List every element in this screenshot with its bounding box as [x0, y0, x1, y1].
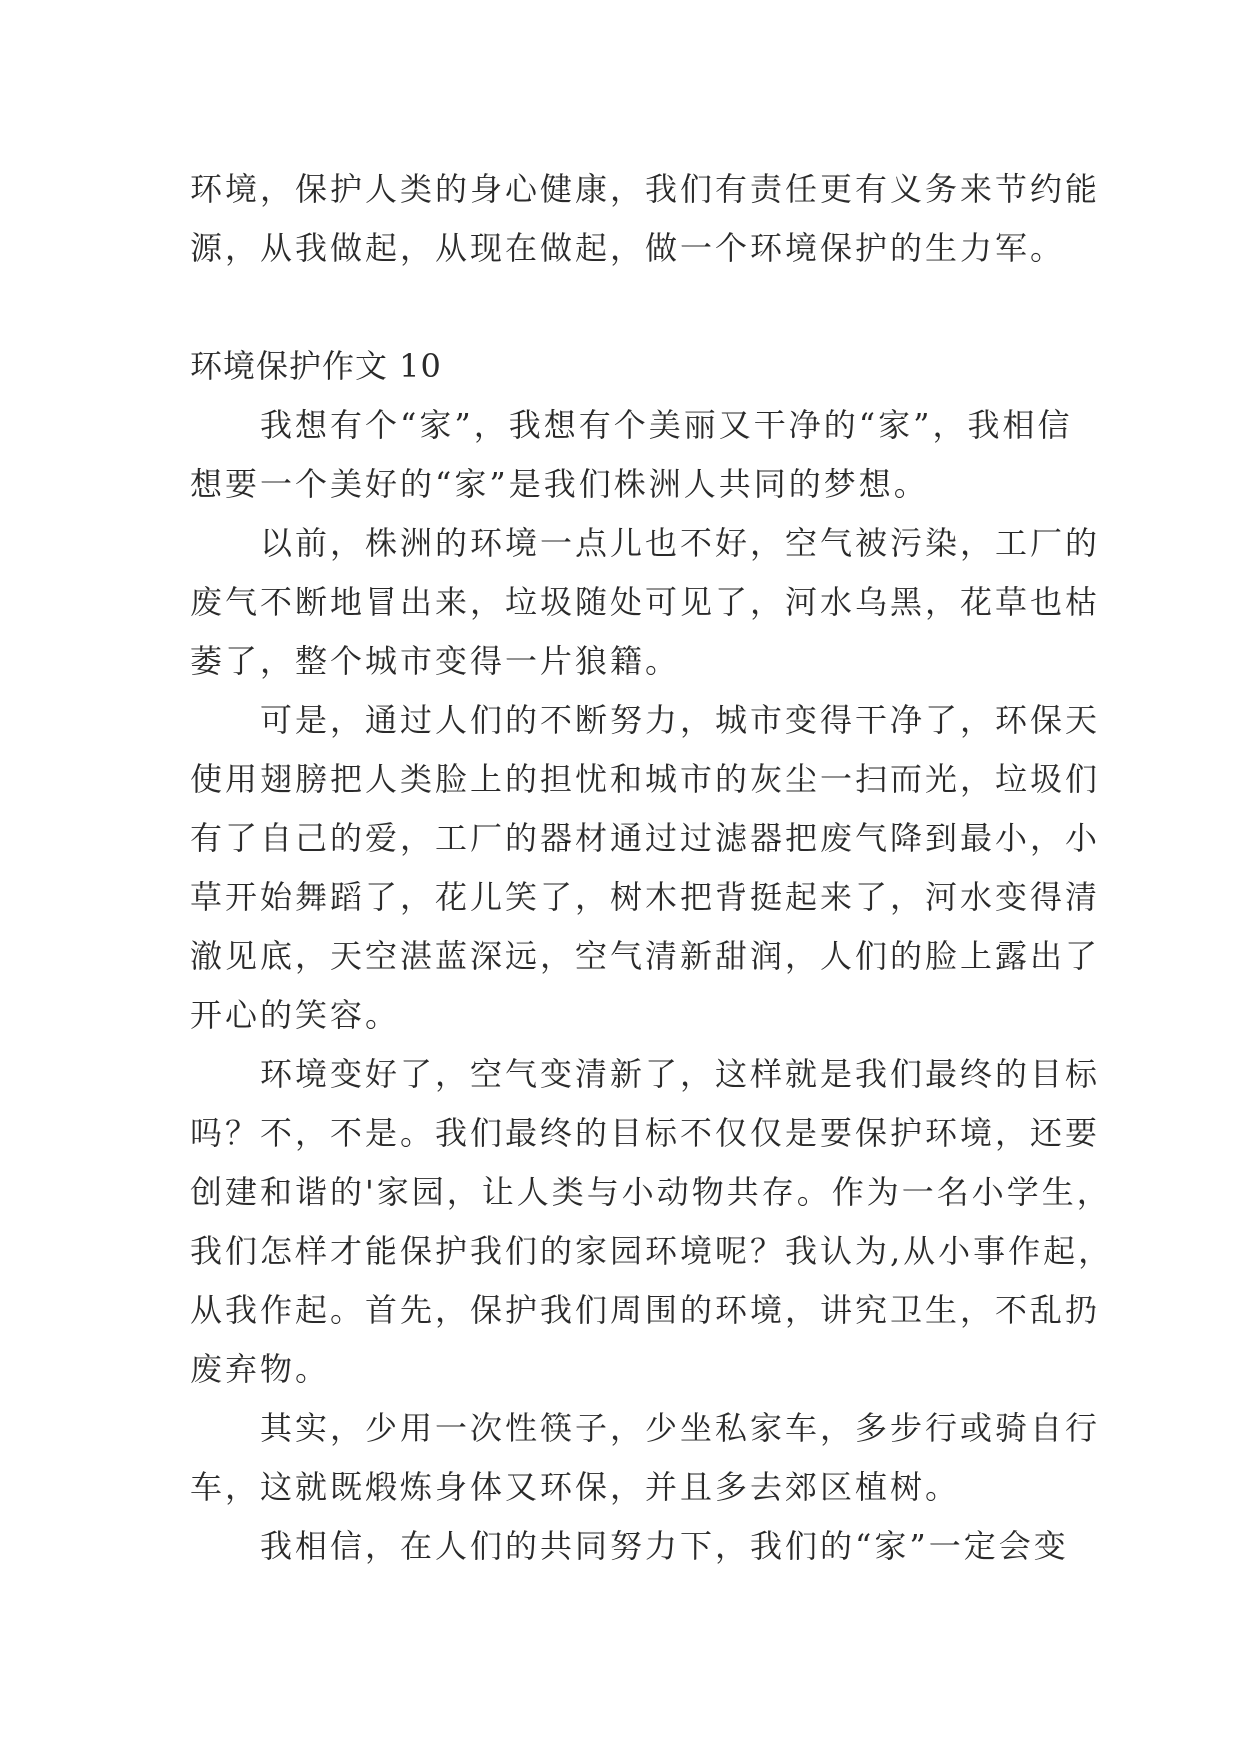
paragraph-line: 萎了，整个城市变得一片狼籍。	[190, 642, 681, 680]
paragraph-line: 我们怎样才能保护我们的家园环境呢？我认为,从小事作起，	[190, 1232, 1114, 1270]
paragraph	[190, 1517, 1070, 1576]
paragraph-line: 草开始舞蹈了，花儿笑了，树木把背挺起来了，河水变得清	[190, 878, 1101, 916]
paragraph-line: 从我作起。首先，保护我们周围的环境，讲究卫生，不乱扔	[190, 1291, 1101, 1329]
paragraph-line: 想要一个美好的“家”是我们株洲人共同的梦想。	[190, 465, 929, 503]
paragraph-line: 创建和谐的'家园，让人类与小动物共存。作为一名小学生，	[190, 1173, 1112, 1211]
paragraph	[190, 691, 1101, 1045]
paragraph-line: 吗？不，不是。我们最终的目标不仅仅是要保护环境，还要	[190, 1114, 1101, 1152]
paragraph-line: 开心的笑容。	[190, 996, 401, 1034]
intro-line: 源，从我做起，从现在做起，做一个环境保护的生力军。	[190, 229, 1066, 267]
paragraph-line: 可是，通过人们的不断努力，城市变得干净了，环保天	[260, 701, 1101, 739]
section-title: 环境保护作文 10	[190, 347, 442, 385]
paragraph-line: 我想有个“家”，我想有个美丽又干净的“家”，我相信	[260, 406, 1073, 444]
paragraph-line: 以前，株洲的环境一点儿也不好，空气被污染，工厂的	[260, 524, 1101, 562]
paragraph	[190, 1045, 1114, 1399]
paragraph	[190, 514, 1101, 691]
intro-line: 环境，保护人类的身心健康，我们有责任更有义务来节约能	[190, 170, 1101, 208]
paragraph-line: 使用翅膀把人类脸上的担忧和城市的灰尘一扫而光，垃圾们	[190, 760, 1101, 798]
paragraph	[190, 1399, 1101, 1517]
paragraph-line: 我相信，在人们的共同努力下，我们的“家”一定会变	[260, 1527, 1069, 1565]
paragraph-line: 废弃物。	[190, 1350, 331, 1388]
section-spacer	[190, 278, 1070, 337]
paragraph-line: 其实，少用一次性筷子，少坐私家车，多步行或骑自行	[260, 1409, 1101, 1447]
document-body	[190, 160, 1114, 1576]
paragraph-line: 环境变好了，空气变清新了，这样就是我们最终的目标	[260, 1055, 1101, 1093]
paragraph	[190, 396, 1073, 514]
paragraph-line: 澈见底，天空湛蓝深远，空气清新甜润，人们的脸上露出了	[190, 937, 1101, 975]
paragraph-line: 废气不断地冒出来，垃圾随处可见了，河水乌黑，花草也枯	[190, 583, 1101, 621]
paragraph-line: 车，这就既煅炼身体又环保，并且多去郊区植树。	[190, 1468, 961, 1506]
paragraph-line: 有了自己的爱，工厂的器材通过过滤器把废气降到最小，小	[190, 819, 1101, 857]
